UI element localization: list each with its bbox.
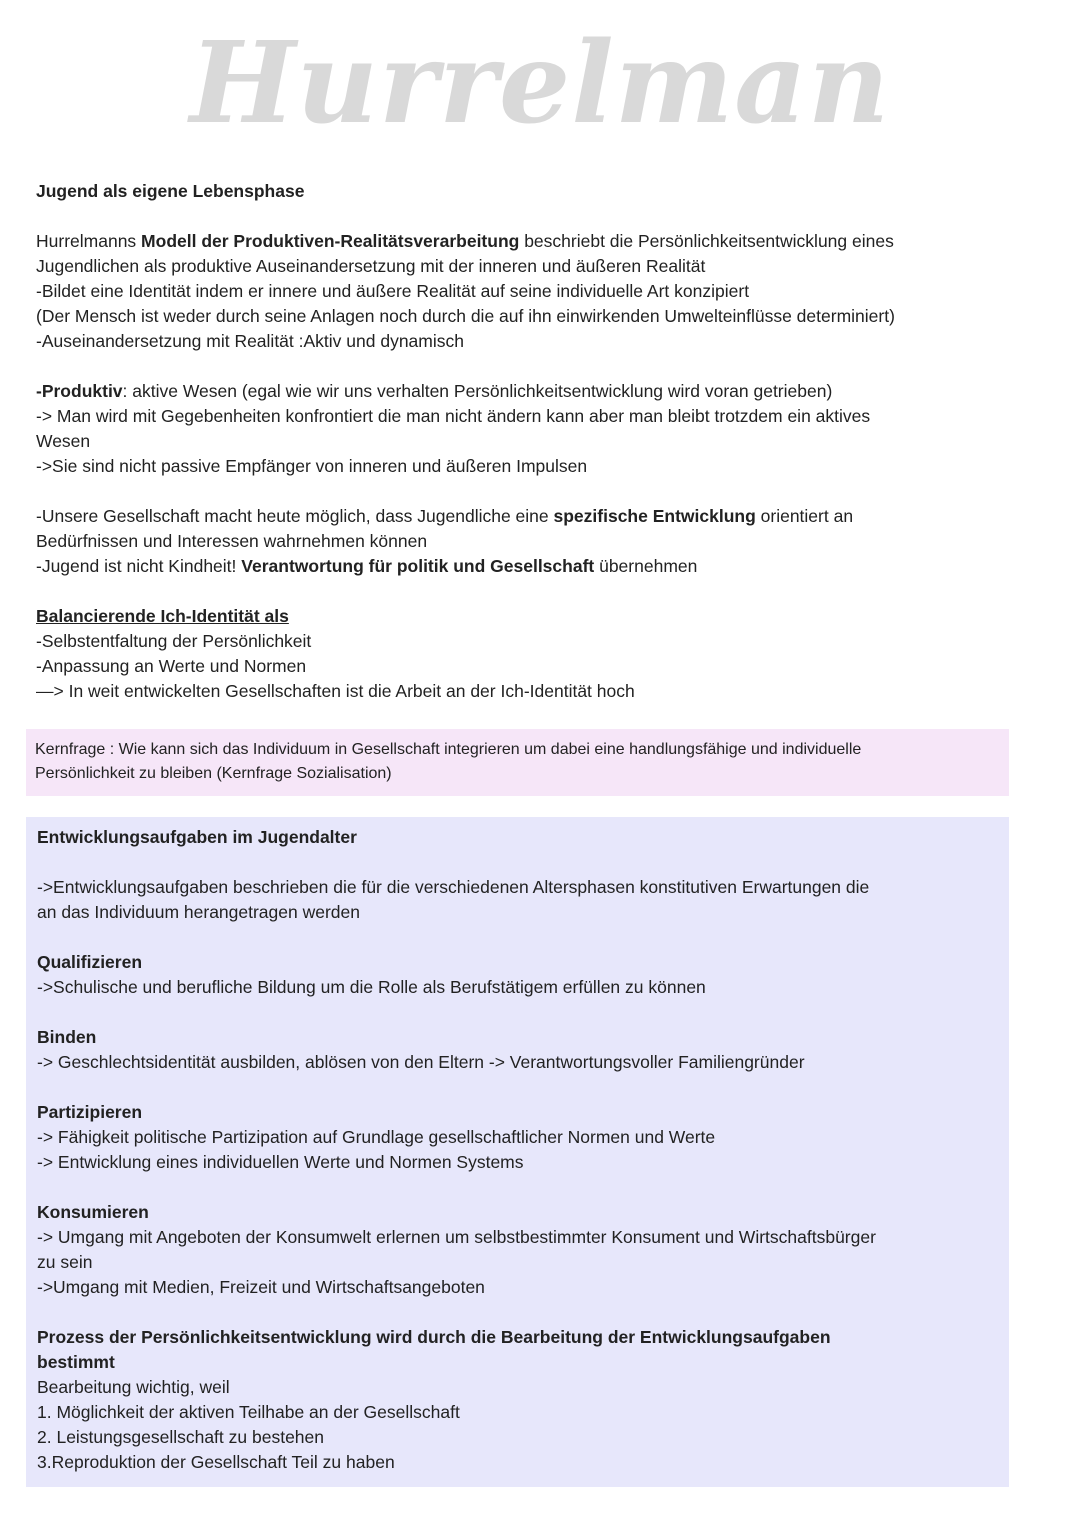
jugend-line [36,554,697,579]
section-heading-ich-identitaet: Balancierende Ich-Identität als [36,606,289,626]
text-span: -Unsere Gesellschaft macht heute möglich, dass Jugendliche eine [36,506,554,526]
model-description-line [36,229,894,254]
produktiv-term: -Produktiv [36,381,123,401]
paragraph-line: ->Sie sind nicht passive Empfänger von inneren und äußeren Impulsen [36,456,588,476]
list-item: -Selbstentfaltung der Persönlichkeit [36,631,312,651]
prozess-title: Prozess der Persönlichkeitsentwicklung wird durch die Bearbeitung der Entwicklungsaufgaben [37,1327,831,1347]
produktiv-line [36,379,832,404]
paragraph-line: zu sein [37,1252,93,1272]
kernfrage-box [26,729,1009,796]
task-title-binden: Binden [37,1027,97,1047]
paragraph-line: -> Umgang mit Angeboten der Konsumwelt erlernen um selbstbestimmter Konsument und Wirtschaftsbürger [37,1227,876,1247]
paragraph-line: (Der Mensch ist weder durch seine Anlagen noch durch die auf ihn einwirkenden Umwelteinflüsse determiniert) [36,306,895,326]
entwicklungsaufgaben-box [26,817,1009,1487]
paragraph-line: -> Geschlechtsidentität ausbilden, ablösen von den Eltern -> Verantwortungsvoller Familiengründer [37,1052,805,1072]
section-heading-entwicklungsaufgaben: Entwicklungsaufgaben im Jugendalter [37,827,357,847]
task-title-partizipieren: Partizipieren [37,1102,143,1122]
paragraph-line: ->Schulische und berufliche Bildung um die Rolle als Berufstätigem erfüllen zu können [37,977,706,997]
paragraph-line: ->Entwicklungsaufgaben beschrieben die für die verschiedenen Altersphasen konstitutiven Erwartungen die [37,877,870,897]
prozess-title: bestimmt [37,1352,115,1372]
paragraph-line: Wesen [36,431,91,451]
paragraph-line: an das Individuum herangetragen werden [37,902,360,922]
text-span: orientiert an [755,506,854,526]
paragraph-line: Jugendlichen als produktive Auseinandersetzung mit der inneren und äußeren Realität [36,256,706,276]
list-item: -Anpassung an Werte und Normen [36,656,307,676]
page-title: Hurrelman [189,18,891,149]
task-title-qualifizieren: Qualifizieren [37,952,143,972]
list-item: —> In weit entwickelten Gesellschaften ist die Arbeit an der Ich-Identität hoch [36,681,635,701]
task-title-konsumieren: Konsumieren [37,1202,149,1222]
paragraph-line: -> Entwicklung eines individuellen Werte und Normen Systems [37,1152,524,1172]
list-item: 3.Reproduktion der Gesellschaft Teil zu haben [37,1452,395,1472]
paragraph-line: -Bildet eine Identität indem er innere und äußere Realität auf seine individuelle Art konzipiert [36,281,750,301]
gesellschaft-line [36,504,853,529]
emphasis: spezifische Entwicklung [553,506,756,526]
paragraph-line: -> Fähigkeit politische Partizipation auf Grundlage gesellschaftlicher Normen und Werte [37,1127,716,1147]
list-item: 1. Möglichkeit der aktiven Teilhabe an der Gesellschaft [37,1402,460,1422]
paragraph-line: ->Umgang mit Medien, Freizeit und Wirtschaftsangeboten [37,1277,485,1297]
paragraph-line: -> Man wird mit Gegebenheiten konfrontiert die man nicht ändern kann aber man bleibt trotzdem ein aktives [36,406,871,426]
text-span: Hurrelmanns [36,231,142,251]
text-span: übernehmen [594,556,698,576]
text-span: -Jugend ist nicht Kindheit! [36,556,242,576]
paragraph-line: Bearbeitung wichtig, weil [37,1377,230,1397]
paragraph-line: Bedürfnissen und Interessen wahrnehmen können [36,531,428,551]
text-span: : aktive Wesen (egal wie wir uns verhalten Persönlichkeitsentwicklung wird voran getrieben) [122,381,833,401]
kernfrage-line: Persönlichkeit zu bleiben (Kernfrage Sozialisation) [35,765,392,782]
kernfrage-line: Kernfrage : Wie kann sich das Individuum in Gesellschaft integrieren um dabei eine handlungsfähige und individuelle [35,741,862,758]
emphasis: Verantwortung für politik und Gesellschaft [241,556,595,576]
paragraph-line: -Auseinandersetzung mit Realität :Aktiv und dynamisch [36,331,464,351]
model-name: Modell der Produktiven-Realitätsverarbeitung [141,231,520,251]
text-span: beschriebt die Persönlichkeitsentwicklung eines [519,231,894,251]
list-item: 2. Leistungsgesellschaft zu bestehen [37,1427,324,1447]
section-heading-lebensphase: Jugend als eigene Lebensphase [36,181,305,201]
